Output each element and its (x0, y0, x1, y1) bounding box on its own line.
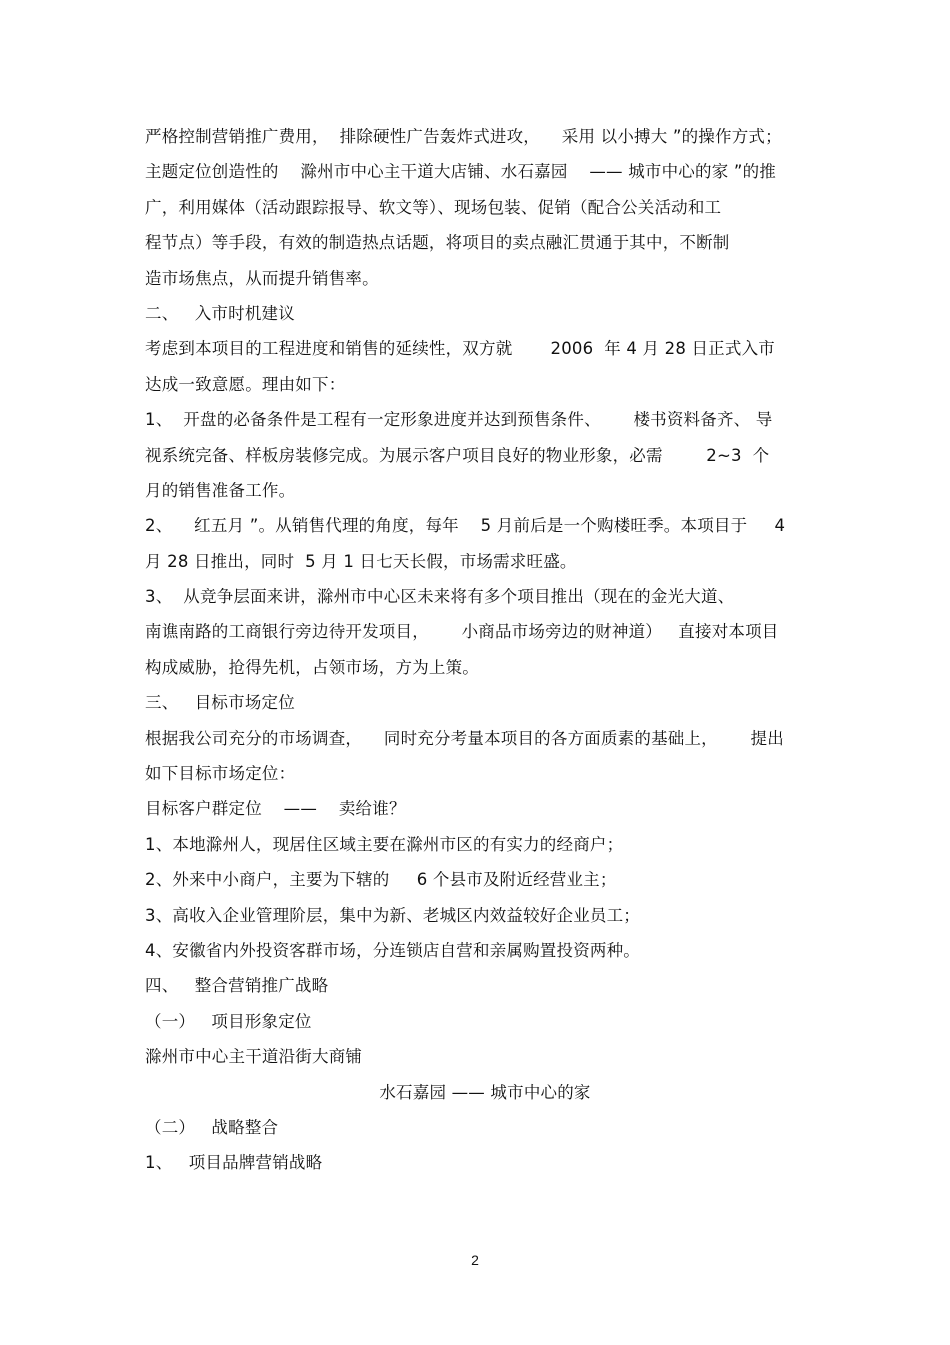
list-item: 1、 项目品牌营销战略 (145, 1153, 323, 1173)
section-heading: 三、 目标市场定位 (145, 693, 295, 713)
paragraph-line: 滁州市中心主干道沿街大商铺 (145, 1047, 363, 1067)
list-item: 月的销售准备工作。 (145, 480, 296, 500)
subsection-heading: （一） 项目形象定位 (145, 1011, 312, 1031)
paragraph-line: 如下目标市场定位： (145, 764, 296, 784)
paragraph-line: 造市场焦点，从而提升销售率。 (145, 268, 379, 288)
list-item: 2、 红五月 ”。从销售代理的角度，每年 5 月前后是一个购楼旺季。本项目于 4 (145, 516, 786, 536)
list-item: 2、外来中小商户，主要为下辖的 6 个县市及附近经营业主； (145, 870, 617, 890)
paragraph-line: 目标客户群定位 —— 卖给谁？ (145, 799, 406, 819)
page-number: 2 (471, 1252, 479, 1268)
list-item: 1、 开盘的必备条件是工程有一定形象进度并达到预售条件、 楼书资料备齐、 导 (145, 410, 773, 430)
section-heading: 四、 整合营销推广战略 (145, 976, 329, 996)
list-item: 构成威胁，抢得先机，占领市场，方为上策。 (145, 657, 479, 677)
paragraph-line: 主题定位创造性的 滁州市中心主干道大店铺、水石嘉园 —— 城市中心的家 ”的推 (145, 162, 776, 182)
paragraph-line: 广，利用媒体（活动跟踪报导、软文等）、现场包装、促销（配合公关活动和工 (145, 197, 722, 217)
list-item: 南谯南路的工商银行旁边待开发项目， 小商品市场旁边的财神道） 直接对本项目 (145, 622, 779, 642)
list-item: 4、安徽省内外投资客群市场，分连锁店自营和亲属购置投资两种。 (145, 940, 640, 960)
section-heading: 二、 入市时机建议 (145, 303, 295, 323)
list-item: 视系统完备、样板房装修完成。为展示客户项目良好的物业形象，必需 2~3 个 (145, 445, 770, 465)
paragraph-line: 考虑到本项目的工程进度和销售的延续性，双方就 2006 年 4 月 28 日正式入市 (145, 339, 775, 359)
body-text (145, 119, 815, 1181)
list-item: 1、本地滁州人，现居住区域主要在滁州市区的有实力的经商户； (145, 834, 624, 854)
paragraph-line: 达成一致意愿。理由如下： (145, 374, 346, 394)
list-item: 3、 从竞争层面来讲，滁州市中心区未来将有多个项目推出（现在的金光大道、 (145, 587, 735, 607)
paragraph-line: 根据我公司充分的市场调查， 同时充分考量本项目的各方面质素的基础上， 提出 (145, 728, 784, 748)
subsection-heading: （二） 战略整合 (145, 1117, 279, 1137)
paragraph-line: 严格控制营销推广费用， 排除硬性广告轰炸式进攻， 采用 以小搏大 ”的操作方式； (145, 127, 782, 146)
list-item: 月 28 日推出，同时 5 月 1 日七天长假，市场需求旺盛。 (145, 551, 577, 571)
list-item: 3、高收入企业管理阶层，集中为新、老城区内效益较好企业员工； (145, 905, 640, 925)
slogan-line: 水石嘉园 —— 城市中心的家 (379, 1082, 591, 1102)
paragraph-line: 程节点）等手段，有效的制造热点话题，将项目的卖点融汇贯通于其中，不断制 (145, 233, 730, 253)
